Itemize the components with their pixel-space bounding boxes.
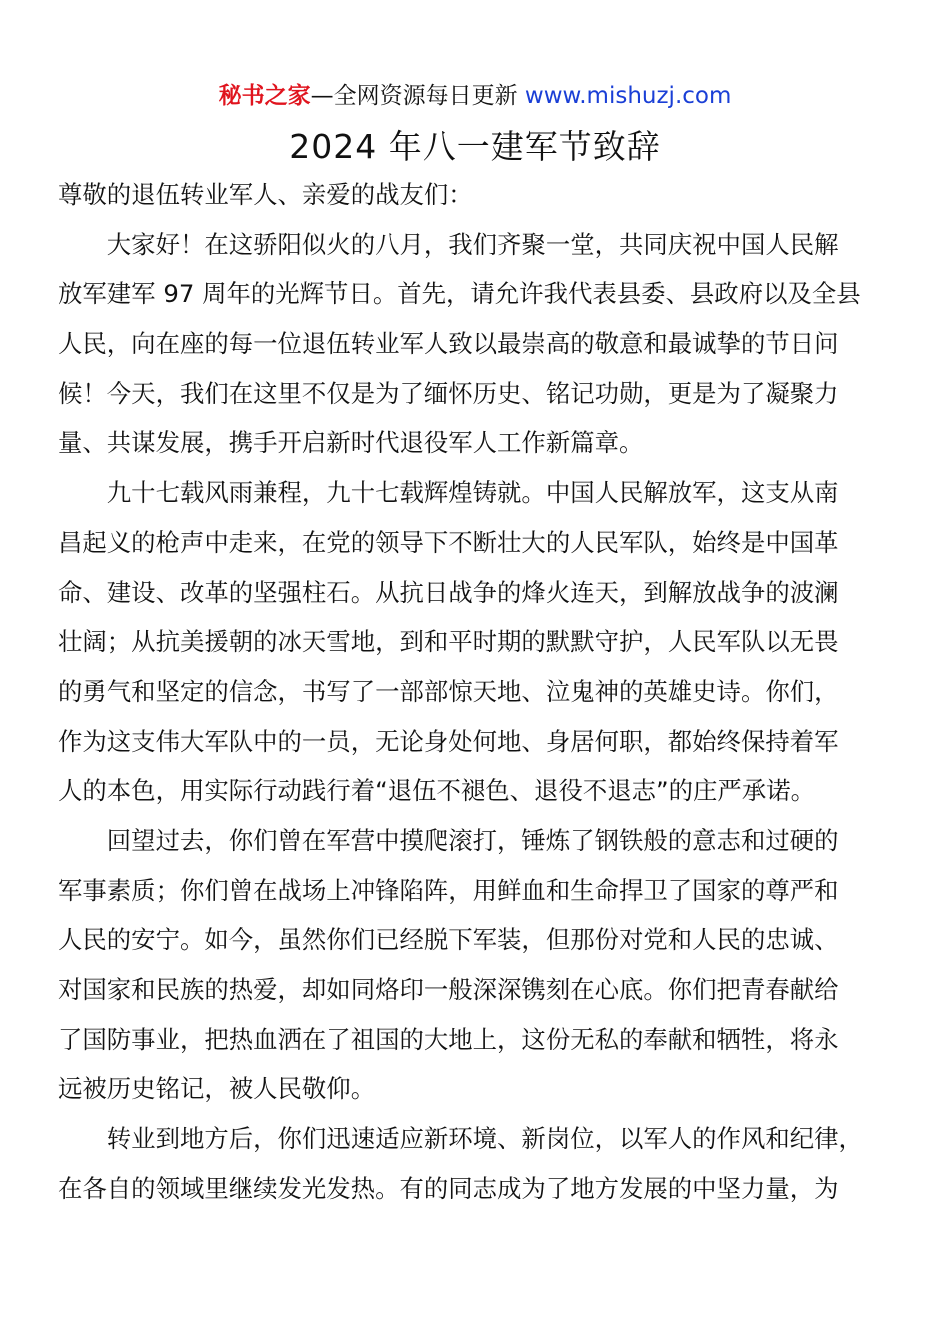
text-line: 作为这支伟大军队中的一员，无论身处何地、身居何职，都始终保持着军 (58, 726, 839, 756)
text-line: 军事素质；你们曾在战场上冲锋陷阵，用鲜血和生命捍卫了国家的尊严和 (58, 875, 839, 905)
text-line: 候！今天，我们在这里不仅是为了缅怀历史、铭记功勋，更是为了凝聚力 (58, 378, 839, 408)
text-line: 昌起义的枪声中走来，在党的领导下不断壮大的人民军队，始终是中国革 (58, 527, 839, 557)
site-url[interactable]: www.mishuzj.com (524, 83, 732, 109)
text-line: 人民的安宁。如今，虽然你们已经脱下军装，但那份对党和人民的忠诚、 (58, 925, 839, 955)
text-line: 放军建军 97 周年的光辉节日。首先，请允许我代表县委、县政府以及全县 (58, 279, 861, 309)
text-line: 九十七载风雨兼程，九十七载辉煌铸就。中国人民解放军，这支从南 (58, 478, 839, 508)
text-line: 命、建设、改革的坚强柱石。从抗日战争的烽火连天，到解放战争的波澜 (58, 577, 839, 607)
text-line: 壮阔；从抗美援朝的冰天雪地，到和平时期的默默守护，人民军队以无畏 (58, 627, 839, 657)
text-line: 量、共谋发展，携手开启新时代退役军人工作新篇章。 (58, 428, 644, 458)
text-line: 大家好！在这骄阳似火的八月，我们齐聚一堂，共同庆祝中国人民解 (58, 229, 839, 259)
site-brand: 秘书之家 (218, 83, 311, 109)
text-line: 的勇气和坚定的信念，书写了一部部惊天地、泣鬼神的英雄史诗。你们， (58, 676, 839, 706)
document-body (58, 170, 888, 1213)
salutation-line: 尊敬的退伍转业军人、亲爱的战友们： (58, 180, 473, 209)
text-line: 了国防事业，把热血洒在了祖国的大地上，这份无私的奉献和牺牲，将永 (58, 1024, 839, 1054)
text-line: 回望过去，你们曾在军营中摸爬滚打，锤炼了钢铁般的意志和过硬的 (58, 825, 839, 855)
text-line: 人民，向在座的每一位退伍转业军人致以最崇高的敬意和最诚挚的节日问 (58, 329, 839, 359)
text-line: 转业到地方后，你们迅速适应新环境、新岗位，以军人的作风和纪律， (58, 1124, 863, 1154)
site-header (0, 80, 950, 112)
text-line: 人的本色，用实际行动践行着“退伍不褪色、退役不退志”的庄严承诺。 (58, 776, 815, 806)
text-line: 对国家和民族的热爱，却如同烙印一般深深镌刻在心底。你们把青春献给 (58, 975, 839, 1004)
text-line: 在各自的领域里继续发光发热。有的同志成为了地方发展的中坚力量，为 (58, 1173, 839, 1203)
site-tagline: —全网资源每日更新 (310, 83, 525, 109)
document-title: 2024 年八一建军节致辞 (289, 127, 661, 166)
text-line: 远被历史铭记，被人民敬仰。 (58, 1074, 376, 1104)
